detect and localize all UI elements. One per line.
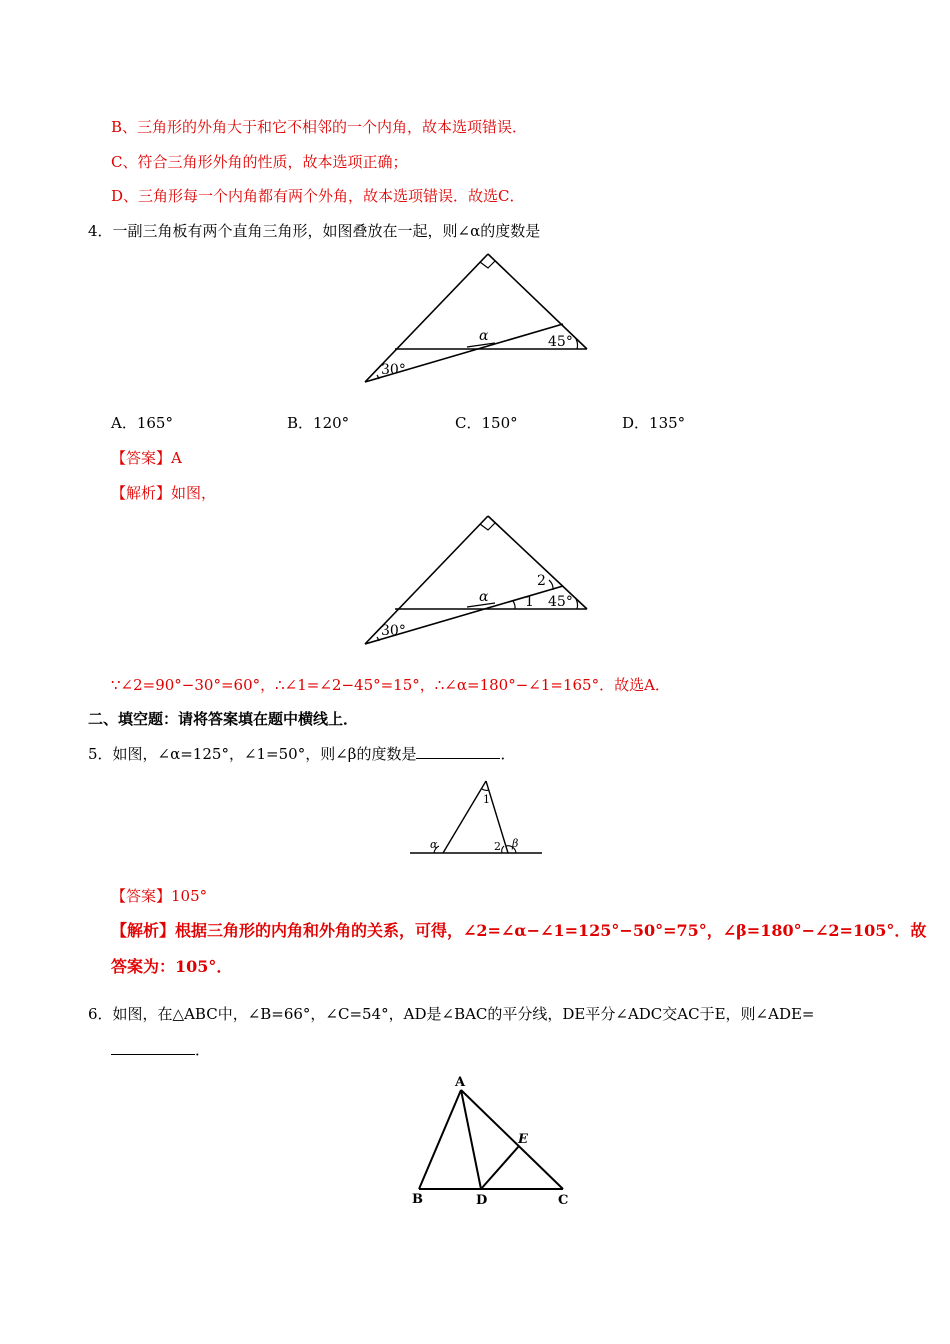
q6-stem: 6．如图，在△ABC中，∠B=66°，∠C=54°，AD是∠BAC的平分线，DE平分∠ADC交AC于E，则∠ADE= — [88, 1005, 815, 1023]
q4s-2-label: 2 — [537, 573, 546, 589]
q6-label-C: C — [558, 1193, 569, 1208]
prev-option-b: B、三角形的外角大于和它不相邻的一个内角，故本选项错误． — [111, 118, 528, 136]
q5-stem-end: ． — [500, 745, 516, 763]
q4-alpha-label: α — [479, 328, 489, 344]
q5-answer: 【答案】105° — [111, 887, 208, 905]
q5-answer-blank[interactable] — [416, 744, 500, 759]
q4-figure — [355, 248, 600, 388]
q4s-1-label: 1 — [525, 594, 534, 610]
q5-analysis-line2: 答案为：105°． — [111, 957, 233, 976]
q4s-alpha-label: α — [479, 589, 489, 605]
q6-figure — [405, 1070, 580, 1215]
q6-label-E: E — [518, 1132, 528, 1147]
section2-heading: 二、填空题：请将答案填在题中横线上． — [88, 710, 359, 728]
q5-beta-label: β — [512, 837, 519, 850]
q5-stem — [88, 744, 515, 764]
q6-blank-line — [111, 1040, 210, 1060]
q4-solution: ∵∠2=90°−30°=60°，∴∠1=∠2−45°=15°，∴∠α=180°−∠1=165°．故选A． — [111, 676, 670, 694]
q4-45-label: 45° — [548, 334, 573, 350]
prev-option-c: C、符合三角形外角的性质，故本选项正确； — [111, 153, 408, 171]
q5-2-label: 2 — [494, 840, 501, 853]
q4-stem: 4．一副三角板有两个直角三角形，如图叠放在一起，则∠α的度数是 — [88, 222, 541, 240]
q6-stem-end: ． — [195, 1041, 211, 1059]
q4-analysis-head: 【解析】如图， — [111, 484, 217, 502]
q4s-30-label: 30° — [381, 623, 406, 639]
q4-option-d: D．135° — [622, 414, 686, 432]
q4-option-b: B．120° — [287, 414, 350, 432]
q4-30-label: 30° — [381, 362, 406, 378]
prev-option-d: D、三角形每一个内角都有两个外角，故本选项错误．故选C． — [111, 187, 525, 205]
q5-analysis-line1: 【解析】根据三角形的内角和外角的关系，可得，∠2=∠α−∠1=125°−50°=75°，∠β=180°−∠2=105°．故 — [111, 921, 927, 940]
q6-answer-blank[interactable] — [111, 1040, 195, 1055]
q4s-45-label: 45° — [548, 594, 573, 610]
q5-figure — [410, 778, 545, 858]
q6-label-A: A — [455, 1075, 466, 1090]
q4-answer: 【答案】A — [111, 449, 182, 467]
q6-label-B: B — [412, 1192, 423, 1207]
q4-option-c: C．150° — [455, 414, 518, 432]
q6-label-D: D — [476, 1193, 488, 1208]
q5-1-label: 1 — [483, 793, 490, 806]
q4-option-a: A．165° — [111, 414, 173, 432]
q4-solution-figure — [355, 510, 600, 650]
q5-stem-text: 5．如图，∠α=125°，∠1=50°，则∠β的度数是 — [88, 745, 417, 763]
q5-alpha-label: α — [430, 838, 438, 851]
